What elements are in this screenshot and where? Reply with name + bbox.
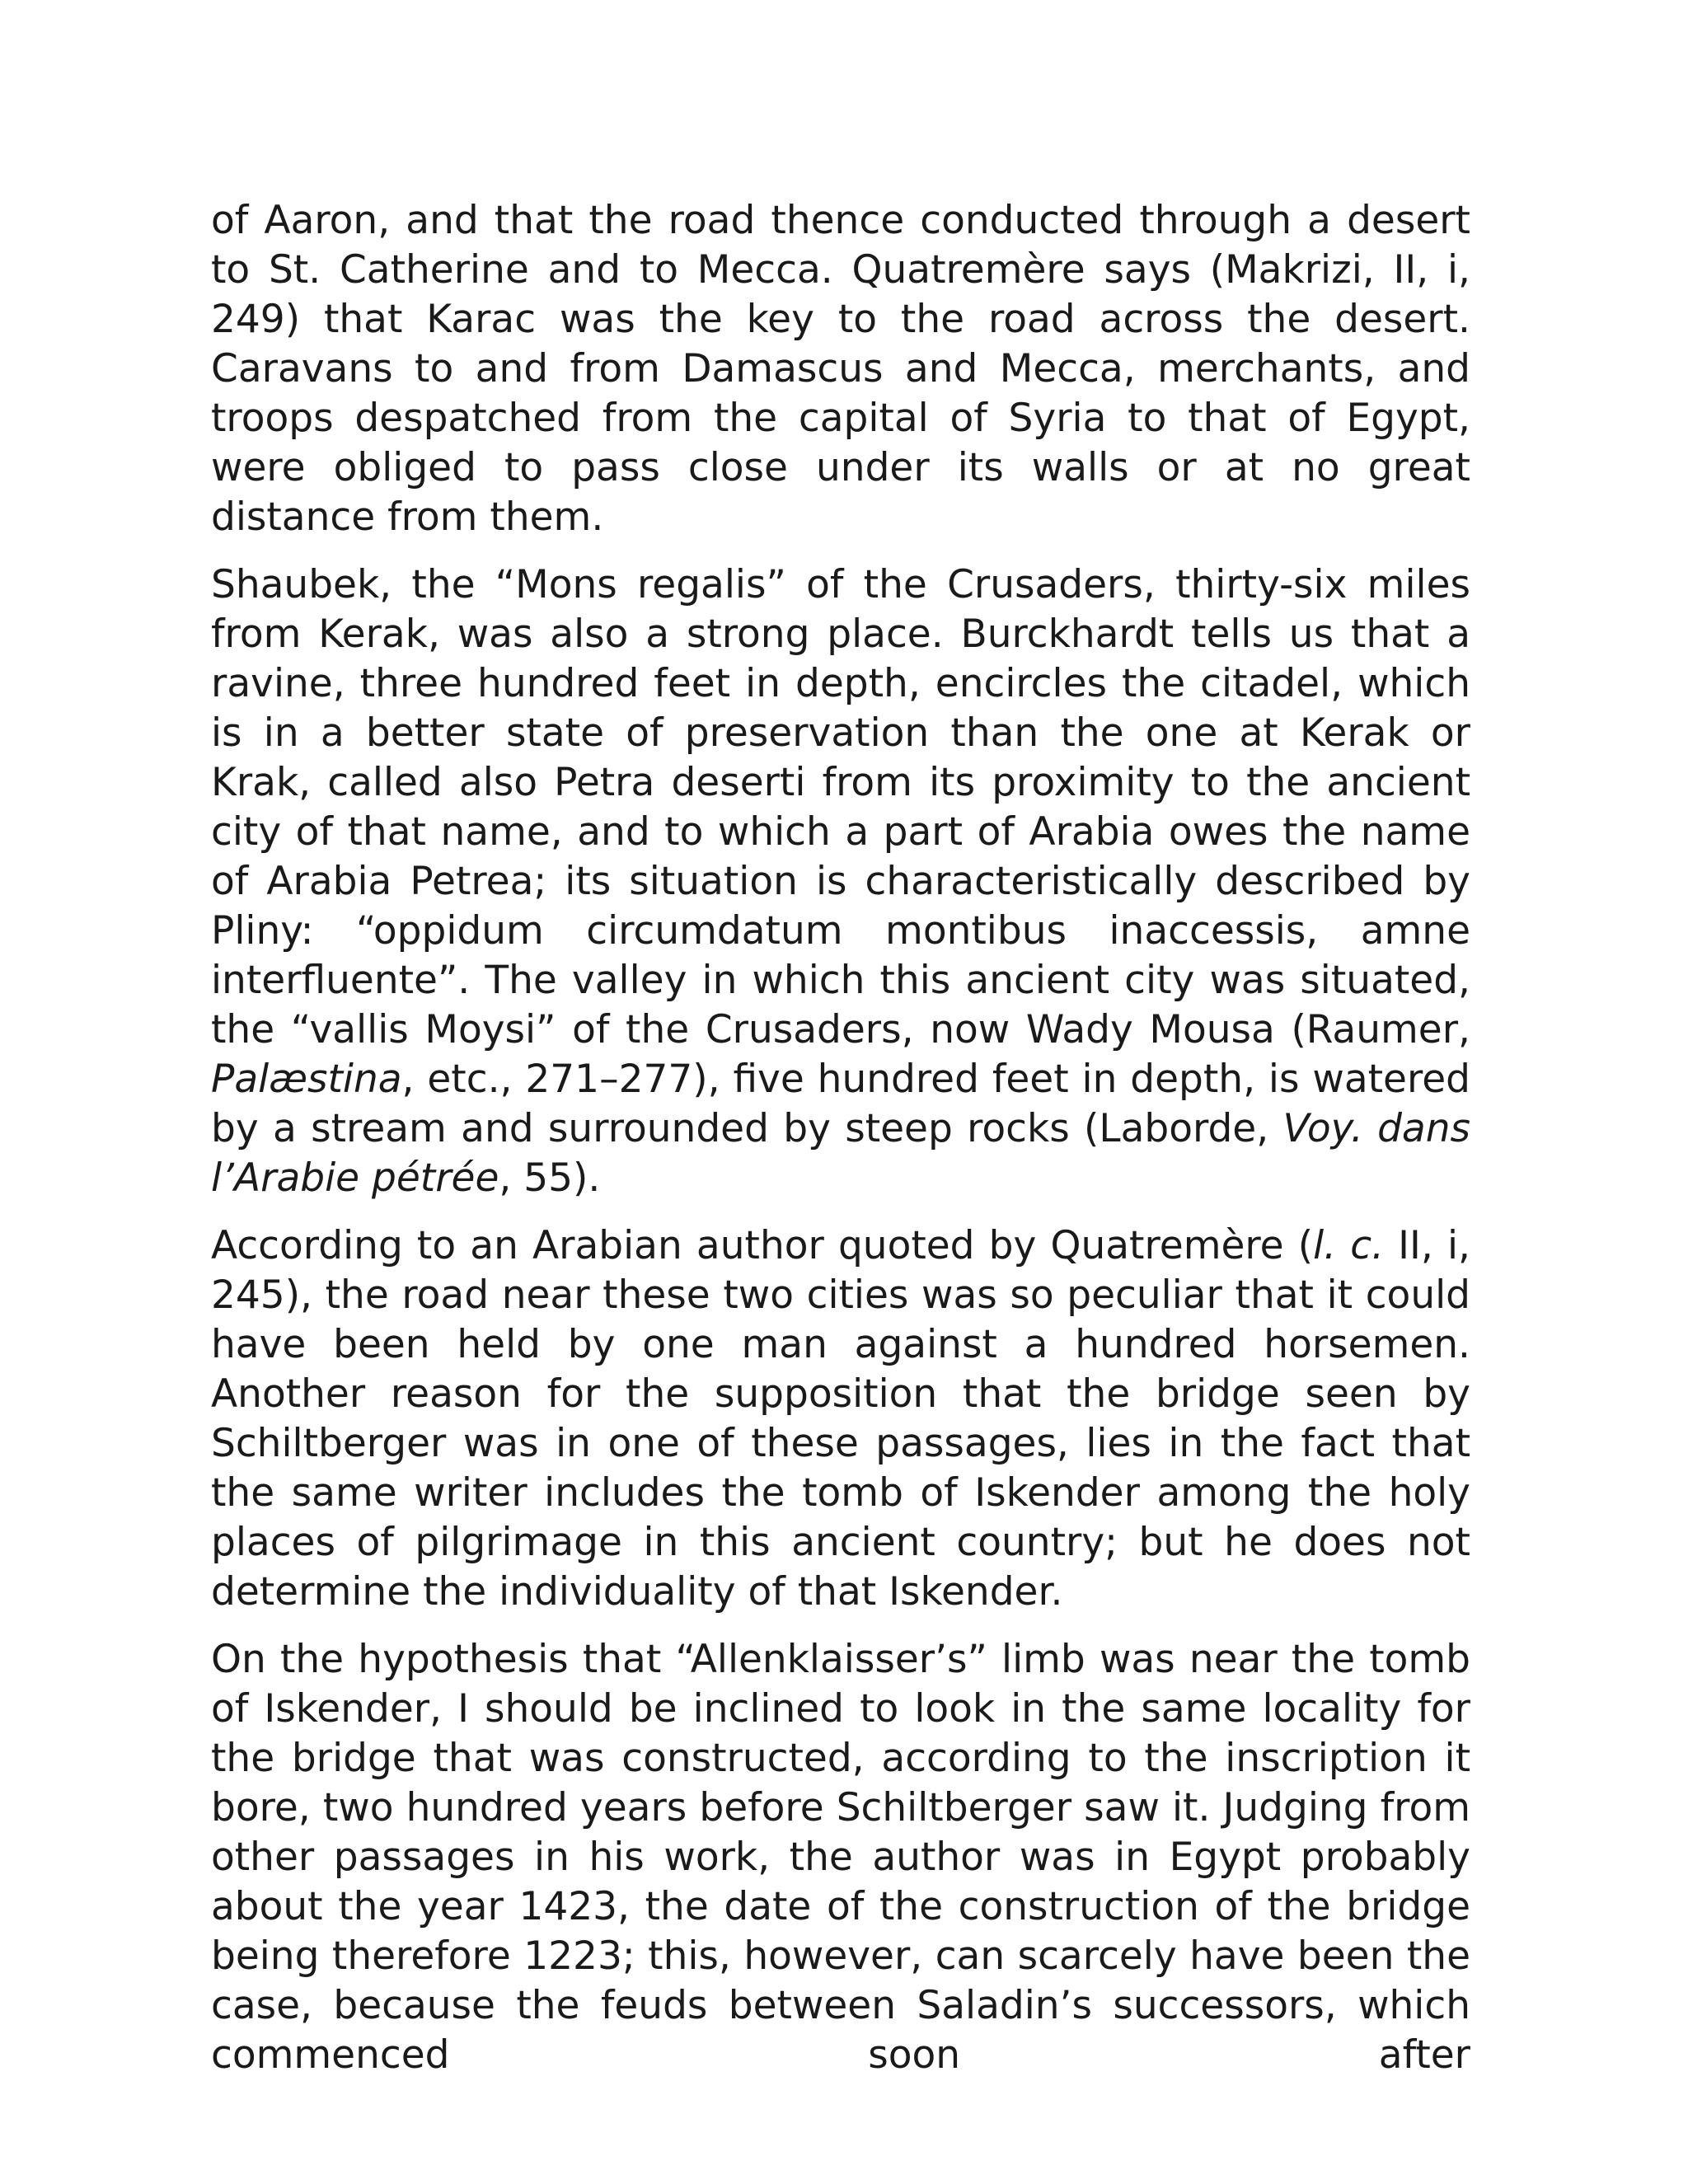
paragraph-3 — [211, 1221, 1470, 1617]
document-page — [211, 196, 1470, 2098]
paragraph-2 — [211, 560, 1470, 1203]
paragraph-3-text-a: According to an Arabian author quoted by Quatremère ( — [211, 1223, 1314, 1268]
paragraph-1-text: of Aaron, and that the road thence conducted through a desert to St. Catherine and to Mecca. Quatremère says (Makrizi, II, i, 249) that Karac was the key to the road across the desert. Caravans to and from Damascus and Mecca, merchants, and troops despatched from the capital of Syria to that of Egypt, were obliged to pass close under its walls or at no great distance from them. — [211, 198, 1470, 540]
paragraph-4-text: On the hypothesis that “Allenklaisser’s” limb was near the tomb of Iskender, I should be inclined to look in the same locality for the bridge that was constructed, according to the inscription it bore, two hundred years before Schiltberger saw it. Judging from other passages in his work, the author was in Egypt probably about the year 1423, the date of the construction of the bridge being therefore 1223; this, however, can scarcely have been the case, because the feuds between Saladin’s successors, which commenced soon after — [211, 1637, 1470, 2078]
paragraph-3-text-b: II, i, 245), the road near these two cities was so peculiar that it could have been held by one man against a hundred horsemen. Another reason for the supposition that the bridge seen by Schiltberger was in one of these passages, lies in the fact that the same writer includes the tomb of Iskender among the holy places of pilgrimage in this ancient country; but he does not determine the individuality of that Iskender. — [211, 1223, 1471, 1615]
paragraph-3-italic-lc: l. c. — [1313, 1223, 1385, 1268]
paragraph-2-text-a: Shaubek, the “Mons regalis” of the Crusaders, thirty-six miles from Kerak, was also a strong place. Burckhardt tells us that a ravine, three hundred feet in depth, encircles the citadel, which is in a better state of preservation than the one at Kerak or Krak, called also Petra deserti from its proximity to the ancient city of that name, and to which a part of Arabia owes the name of Arabia Petrea; its situation is characteristically described by Pliny: “oppidum circumdatum montibus inaccessis, amne interfluente”. The valley in which this ancient city was situated, the “vallis Moysi” of the Crusaders, now Wady Mousa (Raumer, — [211, 562, 1470, 1052]
paragraph-1 — [211, 196, 1470, 542]
paragraph-4 — [211, 1635, 1470, 2080]
paragraph-2-italic-voyage: Voy. dans l’Arabie pétrée — [211, 1106, 1471, 1201]
paragraph-2-text-c: , 55). — [499, 1155, 601, 1201]
paragraph-2-text-b: , etc., 271–277), five hundred feet in depth, is watered by a stream and surrounded by steep rocks (Laborde, — [211, 1057, 1470, 1151]
paragraph-2-italic-palaestina: Palæstina — [211, 1057, 402, 1102]
